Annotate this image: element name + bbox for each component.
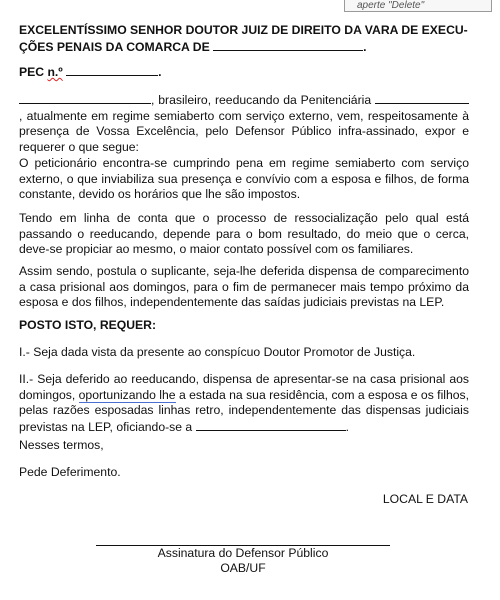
paragraph-3: Assim sendo, postula o suplicante, seja-lhe deferida dispensa de comparecimento a casa prisional aos domingos, para o fim de permanecer mais tempo próximo da esposa e dos filhos, independentemente das saídas judiciais previstas na LEP. <box>19 264 469 310</box>
signature-name: Assinatura do Defensor Público <box>157 546 329 560</box>
name-blank[interactable] <box>19 92 151 104</box>
oficiando-blank[interactable] <box>196 419 346 431</box>
paragraph-1: O peticionário encontra-se cumprindo pena em regime semiaberto com serviço externo, o que inviabiliza sua presença e convívio com a esposa e filhos, de forma constante, devido os horários que lhe são impostos. <box>19 156 469 202</box>
comarca-blank[interactable] <box>213 39 363 51</box>
pec-number-blank[interactable] <box>66 64 158 76</box>
petition-header <box>19 23 469 55</box>
pec-line: PEC n.º . <box>19 65 162 79</box>
penitentiary-blank[interactable] <box>375 92 469 104</box>
local-e-data: LOCAL E DATA <box>382 492 468 506</box>
nesses-termos: Nesses termos, <box>19 438 104 452</box>
intro-paragraph: , brasileiro, reeducando da Penitenciária , atualmente em regime semiaberto com serviço externo, vem, respeitosamente à presença de Vossa Excelência, pelo Defensor Público infra-assinado, expor e requerer o que segue: <box>19 93 469 154</box>
request-item-2: II.- Seja deferido ao reeducando, dispensa de apresentar-se na casa prisional aos domingos, oportunizando lhe a estada na sua residência, com a esposa e os filhos, pelas razões esposadas linhas retro, independentemente das dispensas judiciais previstas na LEP, oficiando-se a . <box>19 372 470 434</box>
paragraph-2: Tendo em linha de conta que o processo de ressocialização pelo qual está passando o reeducando, depende para o bom resultado, do meio que o cerca, deve-se propiciar ao mesmo, o maior contato possível com os familiares. <box>19 211 469 257</box>
oab-label: OAB/UF <box>220 561 266 575</box>
request-item-1: I.- Seja dada vista da presente ao conspícuo Doutor Promotor de Justiça. <box>19 345 416 359</box>
header-line-1: EXCELENTÍSSIMO SENHOR DOUTOR JUIZ DE DIREITO DA VARA DE EXECU- <box>19 23 468 37</box>
requer-heading: POSTO ISTO, REQUER: <box>19 318 157 332</box>
delete-tooltip: aperte "Delete" <box>344 0 492 12</box>
grammar-flag: oportunizando lhe <box>78 387 176 402</box>
pec-number-label: n.º <box>47 65 63 79</box>
pec-label: PEC <box>19 65 45 79</box>
header-line-2: ÇÕES PENAIS DA COMARCA DE . <box>19 39 367 54</box>
pede-deferimento: Pede Deferimento. <box>19 465 121 479</box>
